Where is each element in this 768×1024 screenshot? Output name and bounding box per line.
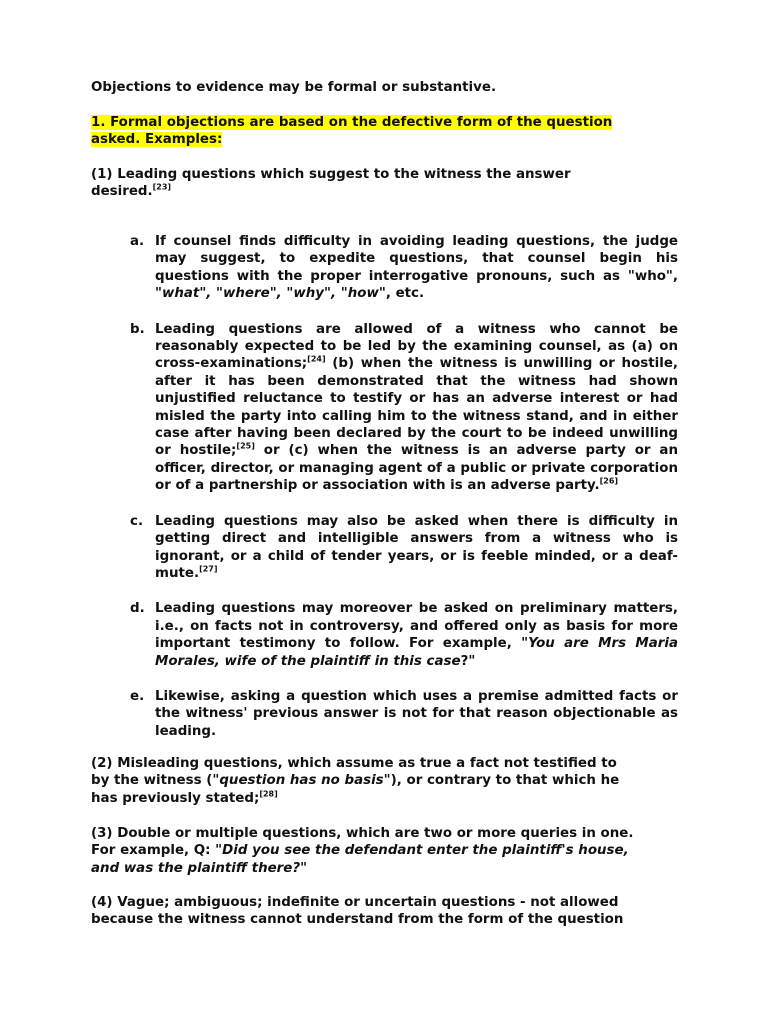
item-3-multiple-questions bbox=[91, 825, 681, 877]
sub-item-c-marker: c. bbox=[130, 513, 144, 529]
sub-item-b-part2: (b) when the witness is unwilling or hostile, after it has been demonstrated that the witness had shown unjustified reluctance to testify or has an adverse interest or had misled the party into calling him to the witness stand, and in either case after having been declared by the court to be indeed unwilling or hostile; bbox=[155, 356, 678, 459]
item-3-line-1: (3) Double or multiple questions, which are two or more queries in one. bbox=[91, 826, 634, 841]
sub-item-a-tail: ", etc. bbox=[378, 286, 425, 302]
sub-item-c bbox=[130, 513, 678, 583]
sub-item-b-part1: Leading questions are allowed of a witness who cannot be reasonably expected to be led by the examining counsel, as (a) on cross-examinations; bbox=[155, 321, 678, 372]
intro-paragraph bbox=[91, 79, 681, 96]
sub-item-d-italic: You are Mrs Maria Morales, wife of the plaintiff in this case bbox=[155, 636, 678, 669]
footnote-ref-23[interactable]: [23] bbox=[152, 182, 172, 192]
sub-item-c-text: Leading questions may also be asked when there is difficulty in getting direct and intelligible answers from a witness who is ignorant, or a child of tender years, or is feeble minded, or a deaf-mute. bbox=[155, 513, 678, 581]
item-1-text: (1) Leading questions which suggest to the witness the answer desired. bbox=[91, 167, 571, 200]
sub-item-d-tail: ?" bbox=[460, 653, 476, 669]
item-3-line-2-pre: For example, Q: " bbox=[91, 843, 223, 859]
item-2-line-2-post: "), or contrary to that which he bbox=[383, 773, 620, 789]
item-4-line-2: because the witness cannot understand from the form of the question bbox=[91, 912, 624, 928]
item-2-italic: question has no basis bbox=[219, 773, 384, 789]
sub-item-d bbox=[130, 600, 678, 670]
item-2-misleading-questions bbox=[91, 755, 681, 807]
item-2-line-3: has previously stated; bbox=[91, 790, 260, 806]
sub-item-a-marker: a. bbox=[130, 234, 145, 249]
item-1-leading-questions bbox=[91, 166, 631, 201]
sub-item-b-part3: or (c) when the witness is an adverse party or an officer, director, or managing agent of a public or private corporation or of a partnership or association with is an adverse party. bbox=[155, 443, 678, 494]
sub-item-d-marker: d. bbox=[130, 601, 145, 617]
footnote-ref-24[interactable]: [24] bbox=[307, 354, 326, 364]
sub-item-d-text: Leading questions may moreover be asked on preliminary matters, i.e., on facts not in controversy, and offered only as basis for more important testimony to follow. For example, " bbox=[155, 601, 678, 652]
footnote-ref-26[interactable]: [26] bbox=[599, 476, 619, 486]
heading-line-1: 1. Formal objections are based on the defective form of the question bbox=[91, 115, 613, 130]
sub-item-e-marker: e. bbox=[130, 688, 145, 704]
footnote-ref-25[interactable]: [25] bbox=[236, 442, 255, 451]
item-4-vague-questions bbox=[91, 894, 681, 929]
intro-text: Objections to evidence may be formal or substantive. bbox=[91, 80, 497, 95]
footnote-ref-27[interactable]: [27] bbox=[199, 564, 218, 574]
item-2-line-2-pre: by the witness (" bbox=[91, 773, 220, 789]
footnote-ref-28[interactable]: [28] bbox=[259, 789, 278, 799]
item-3-italic-1: Did you see the defendant enter the plaintiff's house, bbox=[222, 843, 629, 859]
sub-item-e-text: Likewise, asking a question which uses a premise admitted facts or the witness' previous answer is not for that reason objectionable as leading. bbox=[155, 688, 678, 739]
item-3-italic-2: and was the plaintiff there? bbox=[91, 860, 301, 876]
item-3-line-3-post: " bbox=[300, 860, 308, 876]
sub-item-a bbox=[130, 233, 678, 303]
sub-item-b bbox=[130, 321, 678, 495]
sub-item-a-text: If counsel finds difficulty in avoiding leading questions, the judge may suggest, to expedite questions, that counsel begin his questions with the proper interrogative pronouns, such as "who", " bbox=[155, 234, 678, 302]
sub-item-a-italic: what", "where", "why", "how bbox=[161, 286, 379, 302]
item-2-line-1: (2) Misleading questions, which assume as true a fact not testified to bbox=[91, 756, 617, 771]
heading-line-2: asked. Examples: bbox=[91, 132, 223, 148]
leading-questions-sublist bbox=[130, 233, 678, 740]
sub-item-e bbox=[130, 688, 678, 740]
sub-item-b-marker: b. bbox=[130, 321, 145, 337]
item-4-line-1: (4) Vague; ambiguous; indefinite or uncertain questions - not allowed bbox=[91, 895, 619, 910]
formal-objections-heading bbox=[91, 114, 681, 149]
